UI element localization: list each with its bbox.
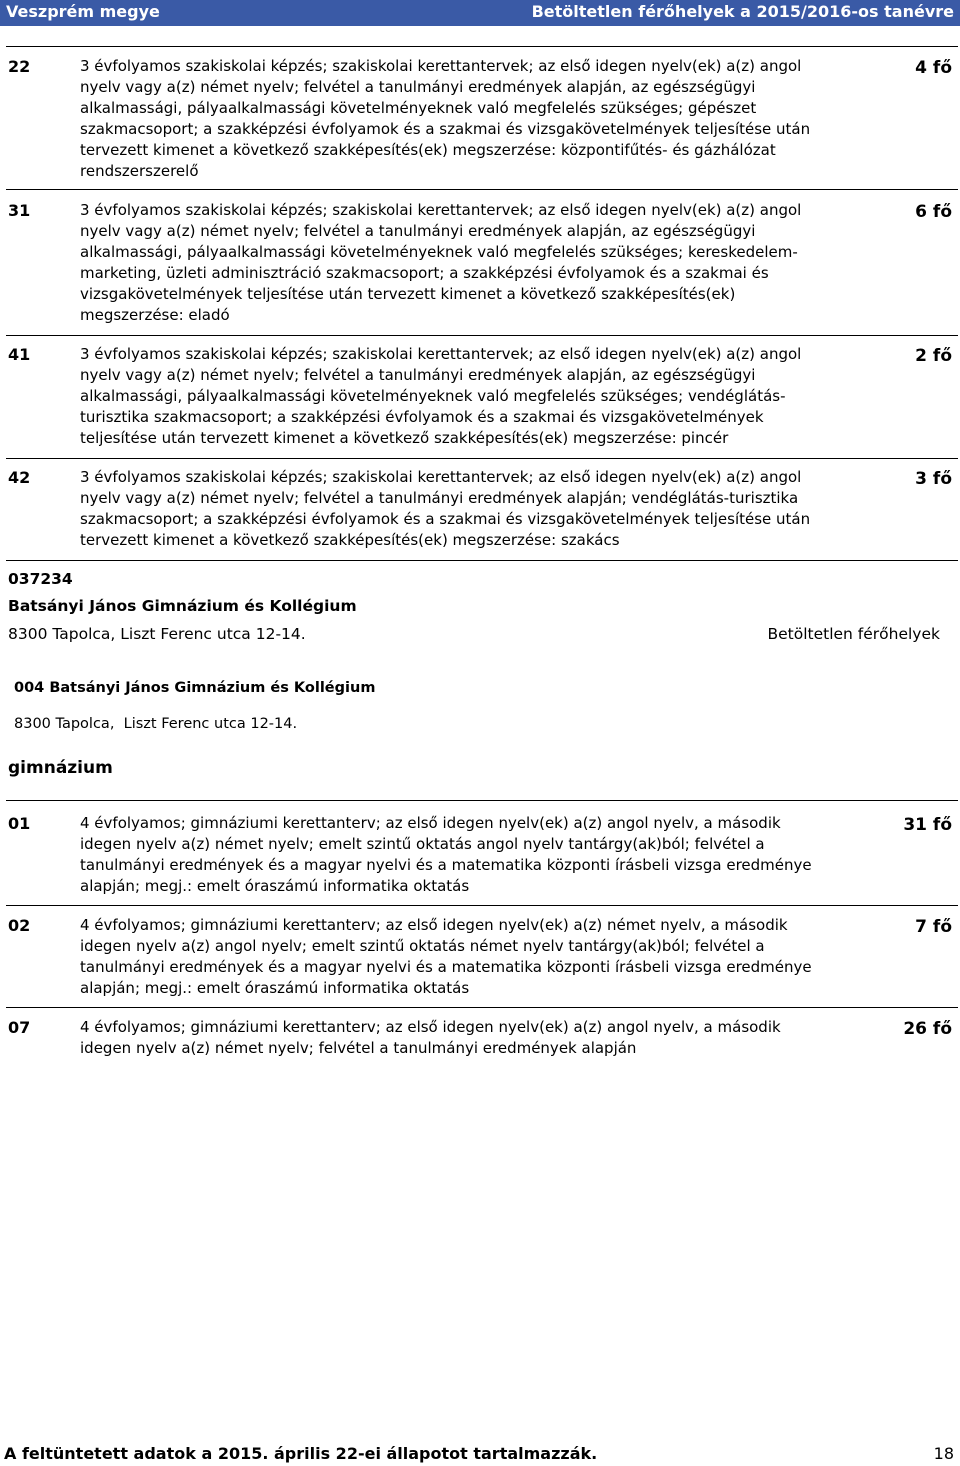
header-title: Betöltetlen férőhelyek a 2015/2016-os tanévre: [531, 2, 954, 21]
program-code: 01: [8, 814, 31, 833]
site-address: 8300 Tapolca, Liszt Ferenc utca 12-14.: [14, 716, 298, 732]
program-description: 3 évfolyamos szakiskolai képzés; szakiskolai kerettantervek; az első idegen nyelv(ek) a(z) angol nyelv vagy a(z) német nyelv; felvétel a tanulmányi eredmények alapján; vendéglátás-turisztika szakmacsoport; a szakképzési évfolyamok és a szakmai és vizsgakövetelmények teljesítése után tervezett kimenet a következő szakképesítés(ek) megszerzése: szakács: [80, 468, 811, 549]
divider: [6, 560, 958, 561]
program-code: 07: [8, 1018, 31, 1037]
program-count: 6 fő: [915, 202, 952, 222]
divider: [6, 46, 958, 47]
page-number: 18: [933, 1444, 954, 1463]
program-code: 22: [8, 57, 31, 76]
vacancies-label: Betöltetlen férőhelyek: [767, 625, 940, 643]
program-count: 7 fő: [915, 917, 952, 937]
page-header: [0, 0, 960, 26]
program-count: 31 fő: [903, 815, 952, 835]
program-count: 2 fő: [915, 346, 952, 366]
site-label: 004 Batsányi János Gimnázium és Kollégium: [14, 680, 376, 696]
divider: [6, 800, 958, 801]
divider: [6, 189, 958, 190]
school-address: 8300 Tapolca, Liszt Ferenc utca 12-14.: [8, 625, 306, 643]
program-description: 3 évfolyamos szakiskolai képzés; szakiskolai kerettantervek; az első idegen nyelv(ek) a(z) angol nyelv vagy a(z) német nyelv; felvétel a tanulmányi eredmények alapján, az egészségügyi alkalmassági, pályaalkalmassági követelményeknek való megfelelés szükséges; vendéglátás- turisztika szakmacsoport; a szakképzési évfolyamok és a szakmai és vizsgakövetelmények teljesítése után tervezett kimenet a következő szakképesítés(ek) megszerzése: pincér: [80, 345, 802, 447]
school-name: Batsányi János Gimnázium és Kollégium: [8, 597, 357, 615]
program-code: 02: [8, 916, 31, 935]
program-count: 4 fő: [915, 58, 952, 78]
program-count: 3 fő: [915, 469, 952, 489]
footer-note: A feltüntetett adatok a 2015. április 22-ei állapotot tartalmazzák.: [4, 1444, 598, 1463]
divider: [6, 458, 958, 459]
program-count: 26 fő: [903, 1019, 952, 1039]
header-region: Veszprém megye: [6, 2, 160, 21]
program-description: 4 évfolyamos; gimnáziumi kerettanterv; az első idegen nyelv(ek) a(z) német nyelv, a második idegen nyelv a(z) angol nyelv; emelt szintű oktatás német nyelv tantárgy(ak)ból; felvétel a tanulmányi eredmények és a magyar nyelvi és a matematika központi írásbeli vizsga eredménye alapján; megj.: emelt óraszámú informatika oktatás: [80, 916, 812, 997]
program-description: 3 évfolyamos szakiskolai képzés; szakiskolai kerettantervek; az első idegen nyelv(ek) a(z) angol nyelv vagy a(z) német nyelv; felvétel a tanulmányi eredmények alapján, az egészségügyi alkalmassági, pályaalkalmassági követelményeknek való megfelelés szükséges; kereskedelem- marketing, üzleti adminisztráció szakmacsoport; a szakképzési évfolyamok és a szakmai és vizsgakövetelmények teljesítése után tervezett kimenet a következő szakképesítés(ek) megszerzése: eladó: [80, 201, 802, 324]
program-description: 4 évfolyamos; gimnáziumi kerettanterv; az első idegen nyelv(ek) a(z) angol nyelv, a második idegen nyelv a(z) német nyelv; felvétel a tanulmányi eredmények alapján: [80, 1018, 781, 1057]
school-type: gimnázium: [8, 758, 113, 778]
divider: [6, 905, 958, 906]
program-code: 41: [8, 345, 31, 364]
program-code: 42: [8, 468, 31, 487]
divider: [6, 1007, 958, 1008]
program-code: 31: [8, 201, 31, 220]
divider: [6, 335, 958, 336]
program-description: 4 évfolyamos; gimnáziumi kerettanterv; az első idegen nyelv(ek) a(z) angol nyelv, a második idegen nyelv a(z) német nyelv; emelt szintű oktatás angol nyelv tantárgy(ak)ból; felvétel a tanulmányi eredmények és a magyar nyelvi és a matematika központi írásbeli vizsga eredménye alapján; megj.: emelt óraszámú informatika oktatás: [80, 814, 812, 895]
school-id: 037234: [8, 570, 73, 588]
program-description: 3 évfolyamos szakiskolai képzés; szakiskolai kerettantervek; az első idegen nyelv(ek) a(z) angol nyelv vagy a(z) német nyelv; felvétel a tanulmányi eredmények alapján, az egészségügyi alkalmassági, pályaalkalmassági követelményeknek való megfelelés szükséges; gépészet szakmacsoport; a szakképzési évfolyamok és a szakmai és vizsgakövetelmények teljesítése után tervezett kimenet a következő szakképesítés(ek) megszerzése: központifűtés- és gázhálózat rendszerszerelő: [80, 57, 811, 180]
